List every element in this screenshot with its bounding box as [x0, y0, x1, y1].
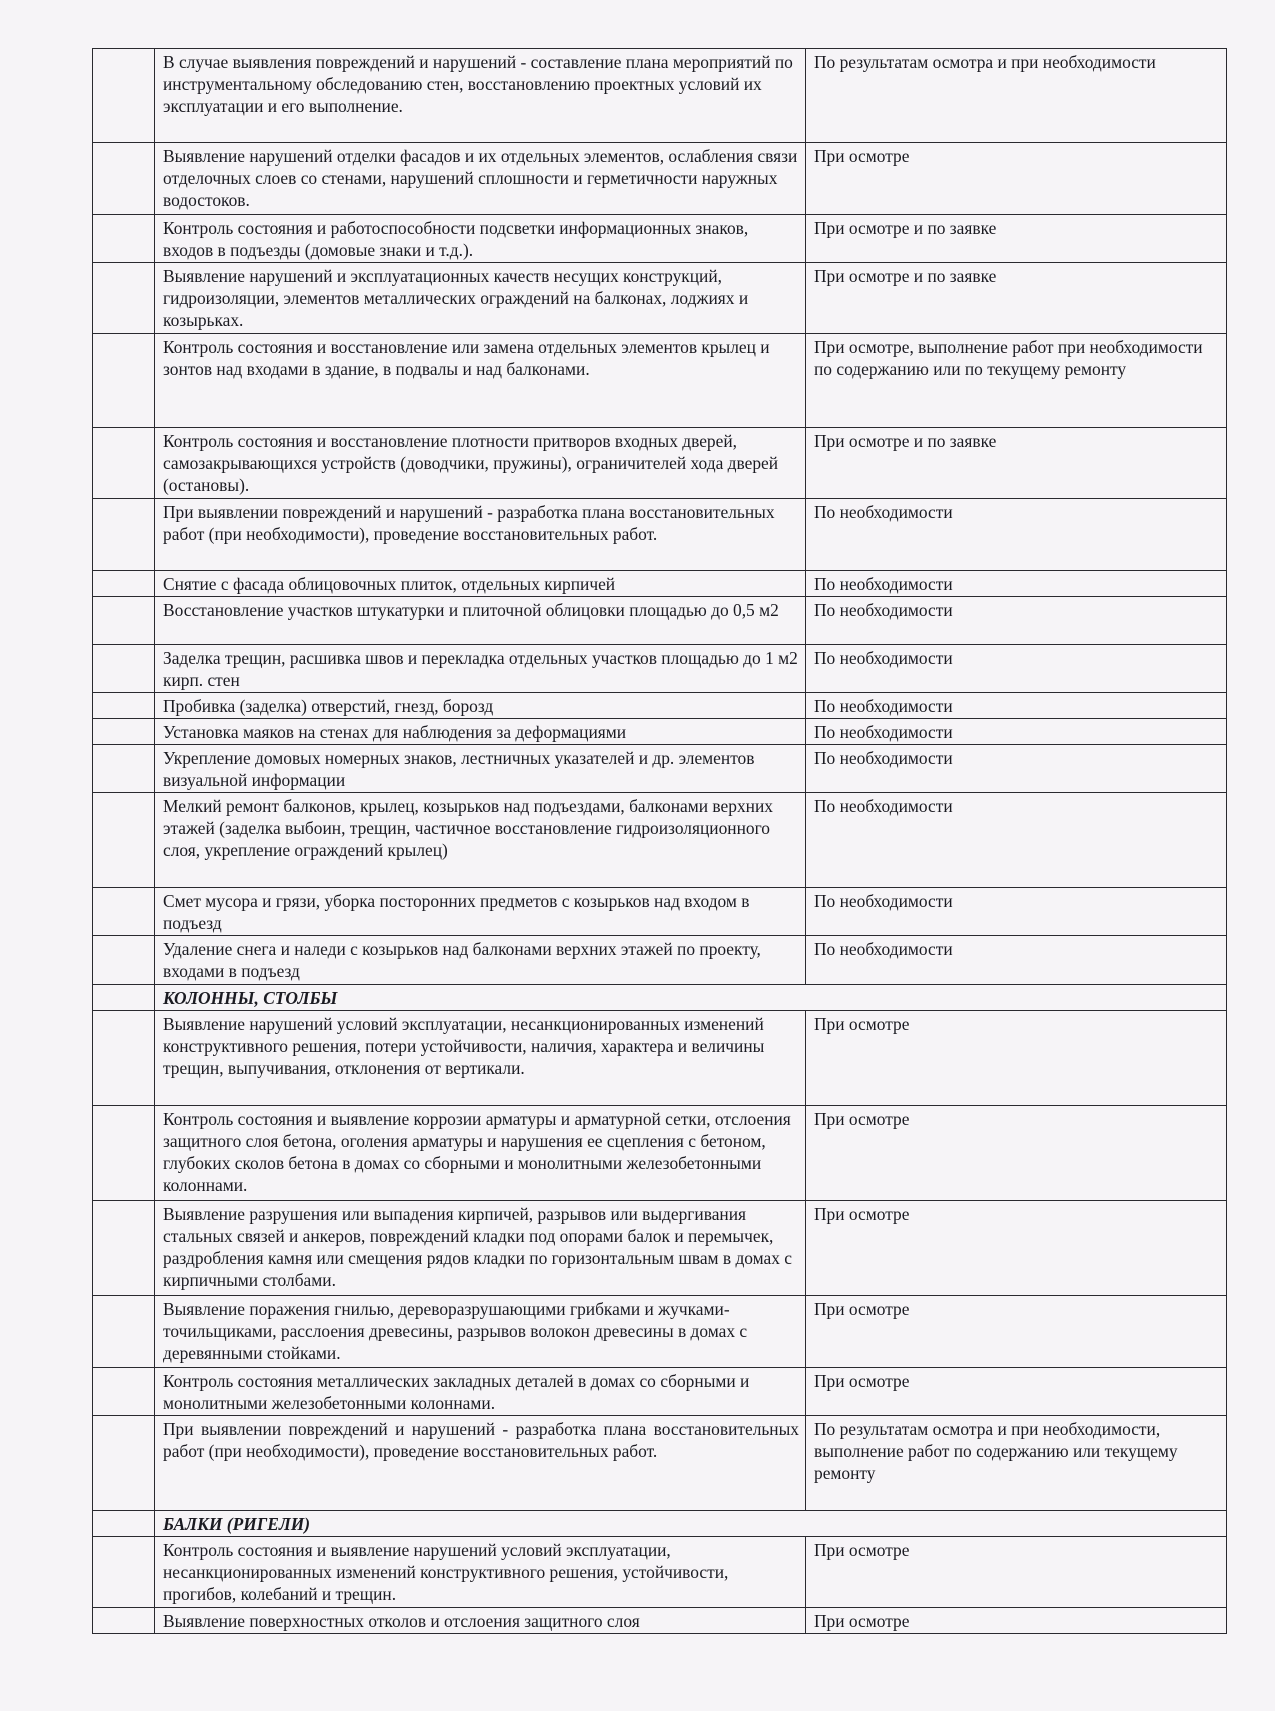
work-description-cell: Удаление снега и наледи с козырьков над балконами верхних этажей по проекту, входами в подъезд [155, 936, 806, 985]
frequency-cell: При осмотре [806, 1106, 1227, 1201]
table-row [93, 936, 1227, 985]
work-description-cell: Установка маяков на стенах для наблюдения за деформациями [155, 719, 806, 745]
table-row [93, 1011, 1227, 1106]
frequency-cell: По необходимости [806, 888, 1227, 936]
row-number-cell [93, 985, 155, 1011]
work-description-cell: В случае выявления повреждений и нарушений - составление плана мероприятий по инструментальному обследованию стен, восстановлению проектных условий их эксплуатации и его выполнение. [155, 49, 806, 143]
frequency-cell: При осмотре [806, 143, 1227, 215]
row-number-cell [93, 428, 155, 499]
row-number-cell [93, 143, 155, 215]
row-number-cell [93, 793, 155, 888]
row-number-cell [93, 1296, 155, 1368]
work-description-cell: При выявлении повреждений и нарушений - разработка плана восстановительных работ (при необходимости), проведение восстановительных работ. [155, 1416, 806, 1511]
row-number-cell [93, 1608, 155, 1634]
table-row [93, 1201, 1227, 1296]
row-number-cell [93, 693, 155, 719]
frequency-cell: При осмотре [806, 1608, 1227, 1634]
work-description-cell: Выявление нарушений условий эксплуатации, несанкционированных изменений конструктивного решения, потери устойчивости, наличия, характера и величины трещин, выпучивания, отклонения от вертикали. [155, 1011, 806, 1106]
frequency-cell: При осмотре [806, 1368, 1227, 1416]
section-row [93, 985, 1227, 1011]
table-row [93, 428, 1227, 499]
row-number-cell [93, 1201, 155, 1296]
work-description-cell: Выявление нарушений и эксплуатационных качеств несущих конструкций, гидроизоляции, элементов металлических ограждений на балконах, лоджиях и козырьках. [155, 263, 806, 334]
table-row [93, 571, 1227, 597]
table-row [93, 1368, 1227, 1416]
work-description-cell: Мелкий ремонт балконов, крылец, козырьков над подъездами, балконами верхних этажей (заделка выбоин, трещин, частичное восстановление гидроизоляционного слоя, укрепление ограждений крылец) [155, 793, 806, 888]
row-number-cell [93, 888, 155, 936]
row-number-cell [93, 1537, 155, 1608]
table-row [93, 334, 1227, 428]
frequency-cell: При осмотре [806, 1011, 1227, 1106]
row-number-cell [93, 1011, 155, 1106]
frequency-cell: При осмотре [806, 1201, 1227, 1296]
work-description-cell: Контроль состояния и восстановление или замена отдельных элементов крылец и зонтов над входами в здание, в подвалы и над балконами. [155, 334, 806, 428]
work-description-cell: Укрепление домовых номерных знаков, лестничных указателей и др. элементов визуальной информации [155, 745, 806, 793]
frequency-cell: По необходимости [806, 571, 1227, 597]
work-description-cell: Выявление поражения гнилью, дереворазрушающими грибками и жучками-точильщиками, расслоения древесины, разрывов волокон древесины в домах с деревянными стойками. [155, 1296, 806, 1368]
work-description-cell: Контроль состояния металлических закладных деталей в домах со сборными и монолитными железобетонными колоннами. [155, 1368, 806, 1416]
frequency-cell: При осмотре [806, 1296, 1227, 1368]
table-row [93, 263, 1227, 334]
table-row [93, 143, 1227, 215]
work-description-cell: Контроль состояния и выявление нарушений условий эксплуатации, несанкционированных изменений конструктивного решения, устойчивости, прогибов, колебаний и трещин. [155, 1537, 806, 1608]
frequency-cell: По необходимости [806, 645, 1227, 693]
work-description-cell: Выявление нарушений отделки фасадов и их отдельных элементов, ослабления связи отделочных слоев со стенами, нарушений сплошности и герметичности наружных водостоков. [155, 143, 806, 215]
frequency-cell: По необходимости [806, 936, 1227, 985]
section-heading: БАЛКИ (РИГЕЛИ) [155, 1511, 1227, 1537]
table-row [93, 1608, 1227, 1634]
frequency-cell: По необходимости [806, 793, 1227, 888]
table-row [93, 1416, 1227, 1511]
work-description-cell: Пробивка (заделка) отверстий, гнезд, борозд [155, 693, 806, 719]
row-number-cell [93, 49, 155, 143]
row-number-cell [93, 597, 155, 645]
table-row [93, 1106, 1227, 1201]
table-row [93, 215, 1227, 263]
work-description-cell: Выявление поверхностных отколов и отслоения защитного слоя [155, 1608, 806, 1634]
table-row [93, 597, 1227, 645]
row-number-cell [93, 263, 155, 334]
section-row [93, 1511, 1227, 1537]
row-number-cell [93, 645, 155, 693]
row-number-cell [93, 499, 155, 571]
row-number-cell [93, 571, 155, 597]
work-description-cell: Контроль состояния и восстановление плотности притворов входных дверей, самозакрывающихся устройств (доводчики, пружины), ограничителей хода дверей (остановы). [155, 428, 806, 499]
row-number-cell [93, 1368, 155, 1416]
row-number-cell [93, 215, 155, 263]
table-row [93, 645, 1227, 693]
schedule-body [93, 49, 1227, 1634]
frequency-cell: По результатам осмотра и при необходимости, выполнение работ по содержанию или текущему ремонту [806, 1416, 1227, 1511]
work-description-cell: Выявление разрушения или выпадения кирпичей, разрывов или выдергивания стальных связей и анкеров, повреждений кладки под опорами балок и перемычек, раздробления камня или смещения рядов кладки по горизонтальным швам в домах с кирпичными столбами. [155, 1201, 806, 1296]
frequency-cell: По результатам осмотра и при необходимости [806, 49, 1227, 143]
row-number-cell [93, 1106, 155, 1201]
row-number-cell [93, 719, 155, 745]
table-row [93, 49, 1227, 143]
table-row [93, 499, 1227, 571]
frequency-cell: При осмотре и по заявке [806, 428, 1227, 499]
row-number-cell [93, 745, 155, 793]
table-row [93, 719, 1227, 745]
maintenance-schedule-table [92, 48, 1227, 1634]
work-description-cell: Контроль состояния и выявление коррозии арматуры и арматурной сетки, отслоения защитного слоя бетона, оголения арматуры и нарушения ее сцепления с бетоном, глубоких сколов бетона в домах со сборными и монолитными железобетонными колоннами. [155, 1106, 806, 1201]
work-description-cell: При выявлении повреждений и нарушений - разработка плана восстановительных работ (при необходимости), проведение восстановительных работ. [155, 499, 806, 571]
table-row [93, 888, 1227, 936]
work-description-cell: Заделка трещин, расшивка швов и перекладка отдельных участков площадью до 1 м2 кирп. стен [155, 645, 806, 693]
work-description-cell: Восстановление участков штукатурки и плиточной облицовки площадью до 0,5 м2 [155, 597, 806, 645]
frequency-cell: По необходимости [806, 499, 1227, 571]
row-number-cell [93, 936, 155, 985]
frequency-cell: По необходимости [806, 719, 1227, 745]
frequency-cell: При осмотре, выполнение работ при необходимости по содержанию или по текущему ремонту [806, 334, 1227, 428]
work-description-cell: Контроль состояния и работоспособности подсветки информационных знаков, входов в подъезды (домовые знаки и т.д.). [155, 215, 806, 263]
row-number-cell [93, 1416, 155, 1511]
work-description-cell: Смет мусора и грязи, уборка посторонних предметов с козырьков над входом в подъезд [155, 888, 806, 936]
table-row [93, 745, 1227, 793]
table-row [93, 1537, 1227, 1608]
frequency-cell: При осмотре и по заявке [806, 263, 1227, 334]
frequency-cell: При осмотре и по заявке [806, 215, 1227, 263]
section-heading: КОЛОННЫ, СТОЛБЫ [155, 985, 1227, 1011]
table-row [93, 693, 1227, 719]
frequency-cell: По необходимости [806, 597, 1227, 645]
table-row [93, 793, 1227, 888]
frequency-cell: При осмотре [806, 1537, 1227, 1608]
frequency-cell: По необходимости [806, 693, 1227, 719]
frequency-cell: По необходимости [806, 745, 1227, 793]
table-row [93, 1296, 1227, 1368]
row-number-cell [93, 334, 155, 428]
row-number-cell [93, 1511, 155, 1537]
work-description-cell: Снятие с фасада облицовочных плиток, отдельных кирпичей [155, 571, 806, 597]
